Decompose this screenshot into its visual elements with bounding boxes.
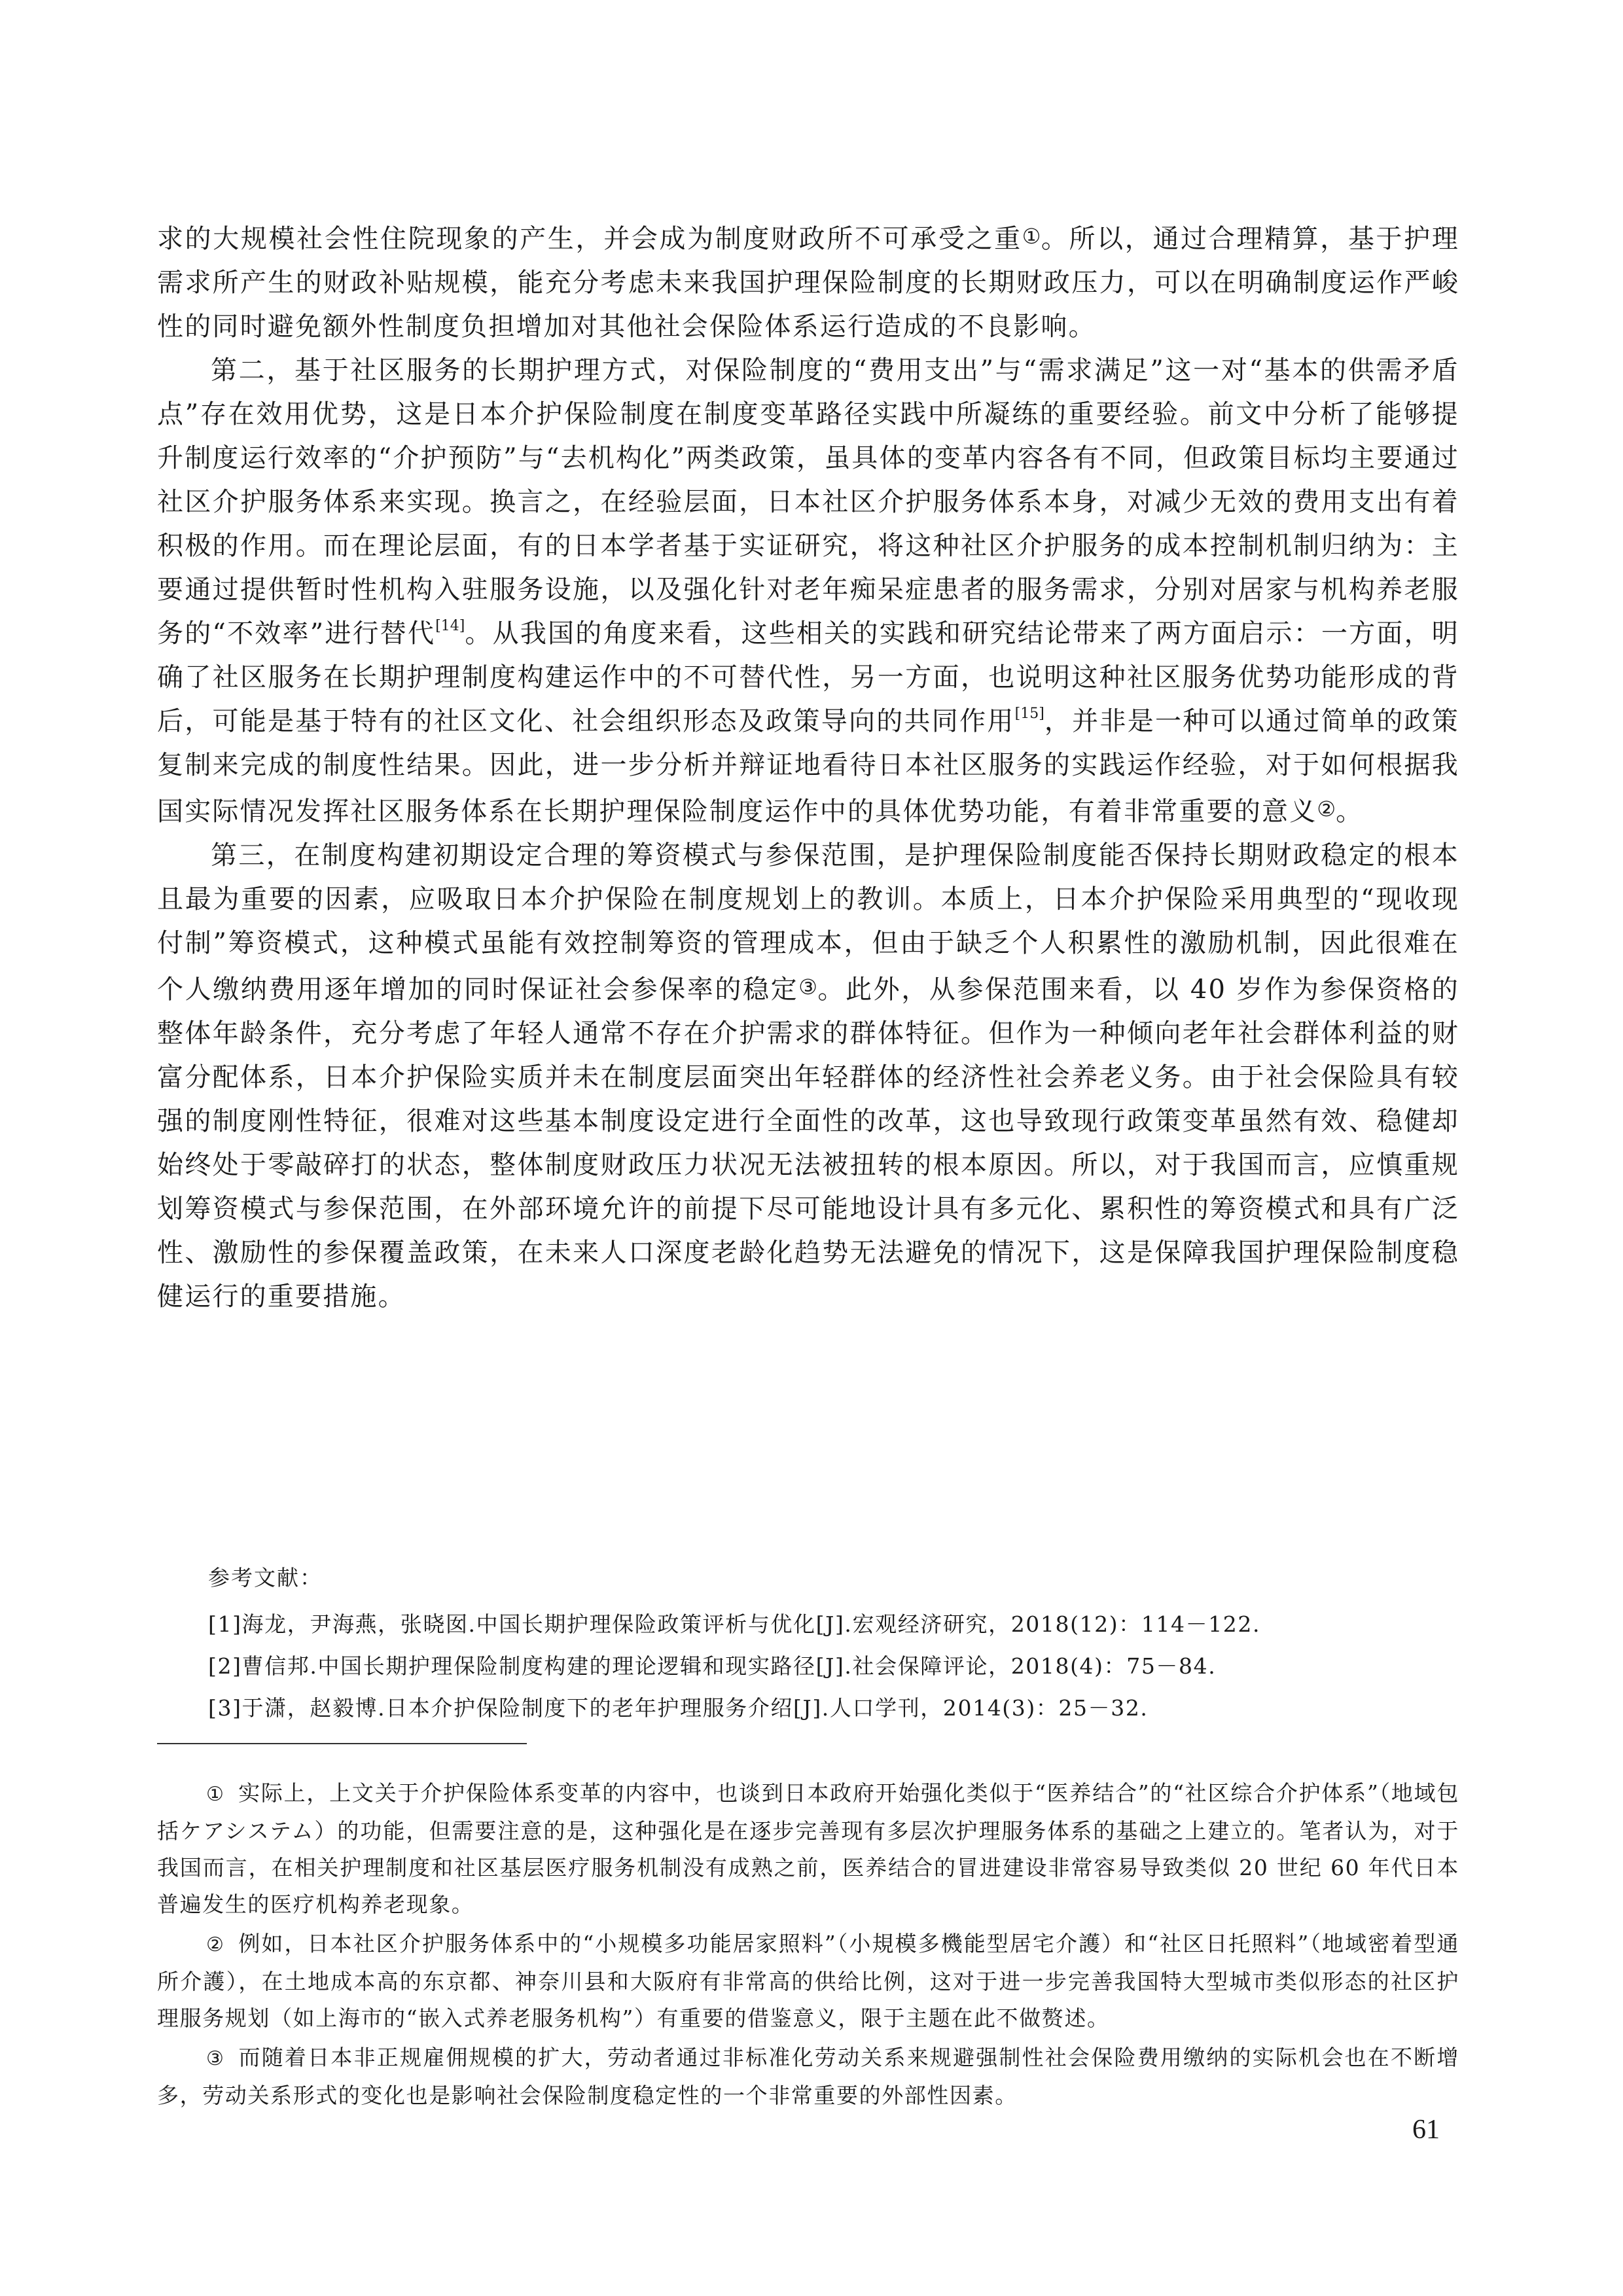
footnote-divider [157,1743,527,1744]
footnote-2 [157,1926,1459,2037]
reference-item: [2]曹信邦.中国长期护理保险制度构建的理论逻辑和现实路径[J].社会保障评论，2018(4)：75－84. [208,1653,1217,1679]
paragraph-2-text-b: 。从我国的角度来看，这些相关的实践和研究结论带来了两方面启示：一方面，明确了社区服务在长期护理制度构建运作中的不可替代性，另一方面，也说明这种社区服务优势功能形成的背后，可能是基于特有的社区文化、社会组织形态及政策导向的共同作用 [157,619,1459,736]
paragraph-2 [157,349,1459,834]
reference-item: [3]于潇，赵毅博.日本介护保险制度下的老年护理服务介绍[J].人口学刊，2014(3)：25－32. [208,1695,1149,1721]
reference-item: [1]海龙，尹海燕，张晓囡.中国长期护理保险政策评析与优化[J].宏观经济研究，2018(12)：114－122. [208,1611,1261,1637]
footnote-1 [157,1775,1459,1923]
references-title: 参考文献： [208,1565,323,1590]
footnotes [157,1775,1459,2117]
footnote-1-mark: ① [206,1783,224,1806]
paragraph-3 [157,834,1459,1319]
footnote-marker-1: ① [1022,224,1041,249]
citation-15: [15] [1014,706,1044,722]
paragraph-2-text-c: ，并非是一种可以通过简单的政策复制来完成的制度性结果。因此，进一步分析并辩证地看待日本社区服务的实践运作经验，对于如何根据我国实际情况发挥社区服务体系在长期护理保险制度运作中的具体优势功能，有着非常重要的意义 [157,706,1460,827]
footnote-marker-3: ③ [798,975,818,999]
paragraph-2-text-d: 。 [1336,797,1364,827]
footnote-2-text: 例如，日本社区介护服务体系中的“小规模多功能居家照料”（小規模多機能型居宅介護）和“社区日托照料”（地域密着型通所介護），在土地成本高的东京都、神奈川县和大阪府有非常高的供给比例，这对于进一步完善我国特大型城市类似形态的社区护理服务规划（如上海市的“嵌入式养老服务机构”）有重要的借鉴意义，限于主题在此不做赘述。 [157,1931,1459,2031]
footnote-2-mark: ② [206,1933,224,1956]
footnote-3-text: 而随着日本非正规雇佣规模的扩大，劳动者通过非标准化劳动关系来规避强制性社会保险费用缴纳的实际机会也在不断增多，劳动关系形式的变化也是影响社会保险制度稳定性的一个非常重要的外部性因素。 [157,2045,1459,2108]
footnote-marker-2: ② [1317,797,1336,821]
paragraph-3-text-a: 第三，在制度构建初期设定合理的筹资模式与参保范围，是护理保险制度能否保持长期财政稳定的根本且最为重要的因素，应吸取日本介护保险在制度规划上的教训。本质上，日本介护保险采用典型的“现收现付制”筹资模式，这种模式虽能有效控制筹资的管理成本，但由于缺乏个人积累性的激励机制，因此很难在个人缴纳费用逐年增加的同时保证社会参保率的稳定 [157,840,1459,1005]
body-text [157,215,1459,1319]
paragraph-2-text-a: 第二，基于社区服务的长期护理方式，对保险制度的“费用支出”与“需求满足”这一对“基本的供需矛盾点”存在效用优势，这是日本介护保险制度在制度变革路径实践中所凝练的重要经验。前文中分析了能够提升制度运行效率的“介护预防”与“去机构化”两类政策，虽具体的变革内容各有不同，但政策目标均主要通过社区介护服务体系来实现。换言之，在经验层面，日本社区介护服务体系本身，对减少无效的费用支出有着积极的作用。而在理论层面，有的日本学者基于实证研究，将这种社区介护服务的成本控制机制归纳为：主要通过提供暂时性机构入驻服务设施，以及强化针对老年痴呆症患者的服务需求，分别对居家与机构养老服务的“不效率”进行替代 [157,355,1459,649]
paragraph-3-text-b: 。此外，从参保范围来看，以 40 岁作为参保资格的整体年龄条件，充分考虑了年轻人通常不存在介护需求的群体特征。但作为一种倾向老年社会群体利益的财富分配体系，日本介护保险实质并未在制度层面突出年轻群体的经济性社会养老义务。由于社会保险具有较强的制度刚性特征，很难对这些基本制度设定进行全面性的改革，这也导致现行政策变革虽然有效、稳健却始终处于零敲碎打的状态，整体制度财政压力状况无法被扭转的根本原因。所以，对于我国而言，应慎重规划筹资模式与参保范围，在外部环境允许的前提下尽可能地设计具有多元化、累积性的筹资模式和具有广泛性、激励性的参保覆盖政策，在未来人口深度老龄化趋势无法避免的情况下，这是保障我国护理保险制度稳健运行的重要措施。 [157,975,1460,1312]
footnote-3-mark: ③ [206,2047,224,2070]
citation-14: [14] [435,618,465,634]
footnote-1-text: 实际上，上文关于介护保险体系变革的内容中，也谈到日本政府开始强化类似于“医养结合”的“社区综合介护体系”（地域包括ケアシステム）的功能，但需要注意的是，这种强化是在逐步完善现有多层次护理服务体系的基础之上建立的。笔者认为，对于我国而言，在相关护理制度和社区基层医疗服务机制没有成熟之前，医养结合的冒进建设非常容易导致类似 20 世纪 60 年代日本普遍发生的医疗机构养老现象。 [157,1780,1459,1917]
paragraph-1-text-a: 求的大规模社会性住院现象的产生，并会成为制度财政所不可承受之重 [157,224,1022,254]
references-list [208,1604,1452,1729]
paragraph-1 [157,215,1459,349]
page-number: 61 [1412,2115,1440,2145]
paragraph-1-text-b: 。所以，通过合理精算，基于护理需求所产生的财政补贴规模，能充分考虑未来我国护理保险制度的长期财政压力，可以在明确制度运作严峻性的同时避免额外性制度负担增加对其他社会保险体系运行造成的不良影响。 [157,224,1460,342]
footnote-3 [157,2039,1459,2114]
